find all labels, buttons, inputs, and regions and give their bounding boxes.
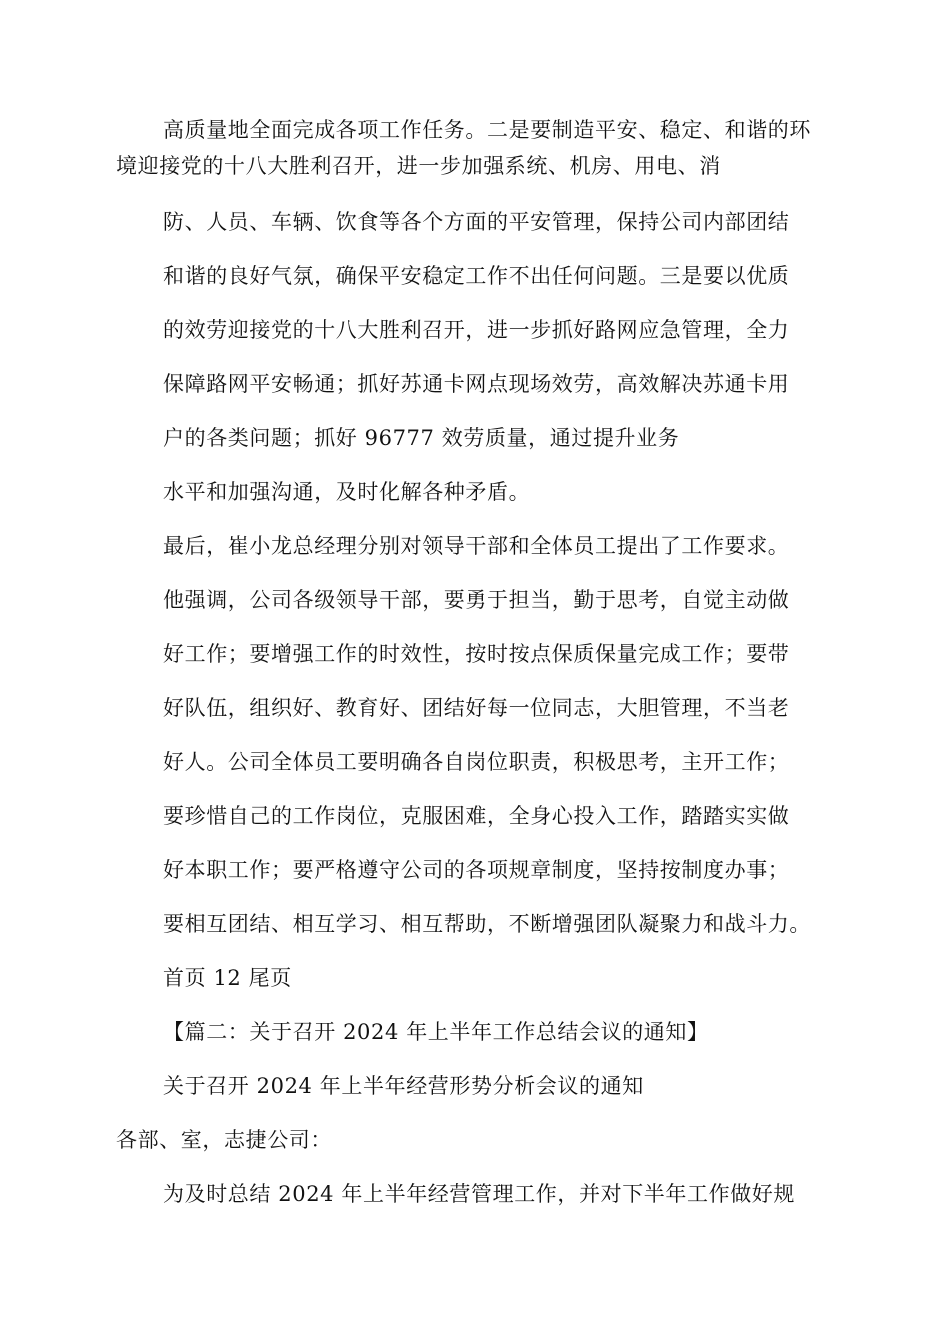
paragraph-line-7: 户的各类问题；抓好 96777 效劳质量，通过提升业务 bbox=[163, 426, 680, 450]
paragraph-line-9: 最后，崔小龙总经理分别对领导干部和全体员工提出了工作要求。 bbox=[163, 534, 790, 558]
paragraph-line-last: 为及时总结 2024 年上半年经营管理工作，并对下半年工作做好规 bbox=[163, 1182, 795, 1206]
paragraph-line-3: 防、人员、车辆、饮食等各个方面的平安管理，保持公司内部团结 bbox=[163, 210, 790, 234]
notice-title: 关于召开 2024 年上半年经营形势分析会议的通知 bbox=[163, 1074, 644, 1098]
paragraph-line-14: 要珍惜自己的工作岗位，克服困难，全身心投入工作，踏踏实实做 bbox=[163, 804, 790, 828]
paragraph-line-1: 高质量地全面完成各项工作任务。二是要制造平安、稳定、和谐的环 bbox=[163, 118, 811, 142]
paragraph-line-12: 好队伍，组织好、教育好、团结好每一位同志，大胆管理，不当老 bbox=[163, 696, 790, 720]
paragraph-line-13: 好人。公司全体员工要明确各自岗位职责，积极思考，主开工作； bbox=[163, 750, 790, 774]
section-heading: 【篇二：关于召开 2024 年上半年工作总结会议的通知】 bbox=[163, 1020, 709, 1044]
paragraph-line-15: 好本职工作；要严格遵守公司的各项规章制度，坚持按制度办事； bbox=[163, 858, 790, 882]
paragraph-line-4: 和谐的良好气氛，确保平安稳定工作不出任何问题。三是要以优质 bbox=[163, 264, 790, 288]
paragraph-line-8: 水平和加强沟通，及时化解各种矛盾。 bbox=[163, 480, 531, 504]
salutation-line: 各部、室，志捷公司： bbox=[116, 1128, 332, 1152]
paragraph-line-11: 好工作；要增强工作的时效性，按时按点保质保量完成工作；要带 bbox=[163, 642, 790, 666]
paragraph-line-16: 要相互团结、相互学习、相互帮助，不断增强团队凝聚力和战斗力。 bbox=[163, 912, 811, 936]
paragraph-line-2: 境迎接党的十八大胜利召开，进一步加强系统、机房、用电、消 bbox=[116, 154, 721, 178]
paragraph-line-10: 他强调，公司各级领导干部，要勇于担当，勤于思考，自觉主动做 bbox=[163, 588, 790, 612]
pagination-text: 首页 12 尾页 bbox=[163, 966, 292, 990]
paragraph-line-6: 保障路网平安畅通；抓好苏通卡网点现场效劳，高效解决苏通卡用 bbox=[163, 372, 790, 396]
paragraph-line-5: 的效劳迎接党的十八大胜利召开，进一步抓好路网应急管理，全力 bbox=[163, 318, 790, 342]
